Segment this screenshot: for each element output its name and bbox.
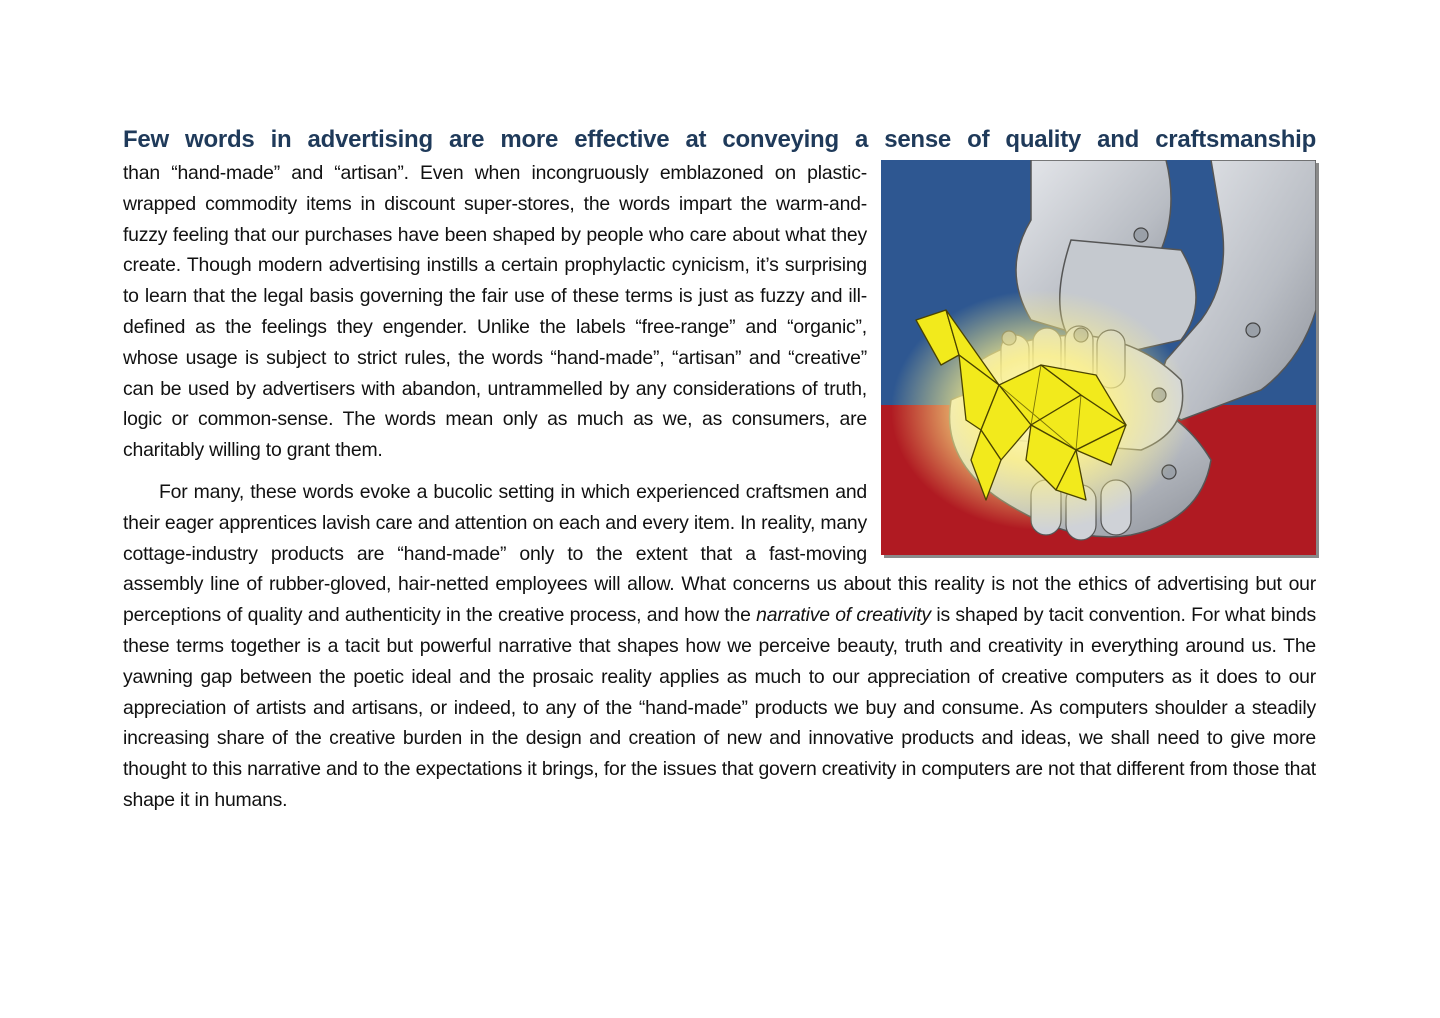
article	[123, 122, 1316, 816]
paragraph-2-text-a: For many, these words evoke a bucolic setting in which experienced craftsmen and their eager apprentices lavish care and attention on each and every item. In reality, many cottage-industry products are “hand-made” only to the extent that a fast-moving assembly line of rubber-gloved, hair-netted employees will allow. What concerns us about this reality is not the ethics of advertising but our perceptions of quality and authenticity in the creative process, and how the	[123, 480, 1316, 627]
illustration-robot-hands-origami	[881, 160, 1316, 555]
paragraph-1: than “hand-made” and “artisan”. Even when incongruously emblazoned on plastic-wrapped commodity items in discount super-stores, the words impart the warm-and-fuzzy feeling that our purchases have been shaped by people who care about what they create. Though modern advertising instills a certain prophylactic cynicism, it’s surprising to learn that the legal basis governing the fair use of these terms is just as fuzzy and ill-defined as the feelings they engender. Unlike the labels “free-range” and “organic”, whose usage is subject to strict rules, the words “hand-made”, “artisan” and “creative” can be used by advertisers with abandon, untrammelled by any considerations of truth, logic or common-sense. The words mean only as much as we, as consumers, are charitably willing to grant them.	[123, 162, 867, 462]
narrative-of-creativity-emphasis: narrative of creativity	[756, 604, 931, 627]
robot-hands-origami-icon	[881, 160, 1316, 555]
paragraph-2-text-b: is shaped by tacit convention. For what binds these terms together is a tacit but powerful narrative that shapes how we perceive beauty, truth and creativity in everything around us. The yawning gap between the poetic ideal and the prosaic reality applies as much to our appreciation of creative computers as it does to our appreciation of artists and artisans, or indeed, to any of the “hand-made” products we buy and consume. As computers shoulder a steadily increasing share of the creative burden in the design and creation of new and innovative products and ideas, we shall need to give more thought to this narrative and to the expectations it brings, for the issues that govern creativity in computers are not that different from those that shape it in humans.	[123, 604, 1316, 811]
lead-sentence: Few words in advertising are more effective at conveying a sense of quality and craftsmanship	[123, 126, 1316, 153]
article-body	[123, 158, 1316, 816]
